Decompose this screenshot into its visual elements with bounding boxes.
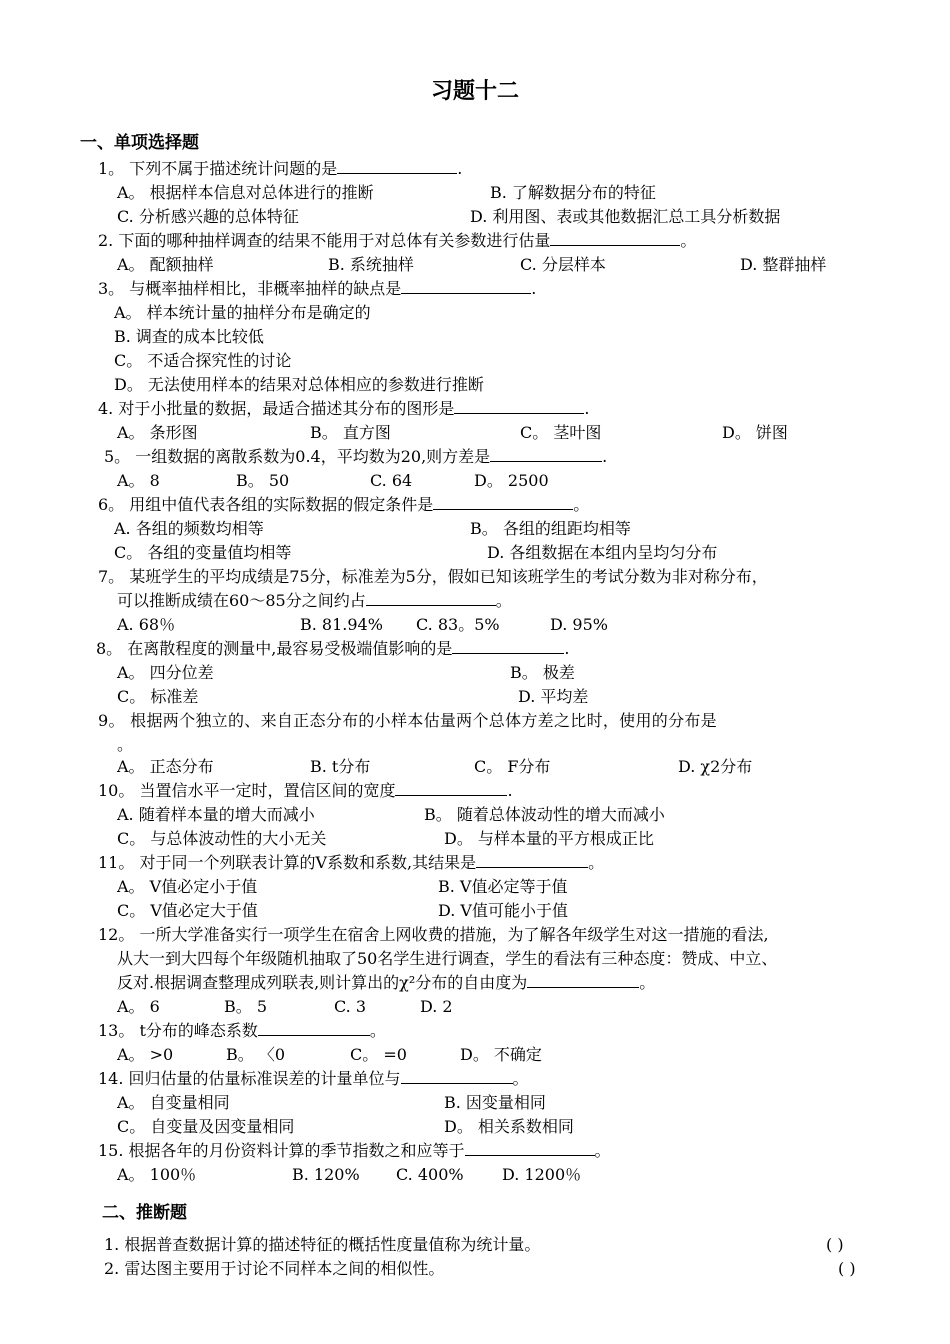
option-11d: D. V值可能小于值 (438, 901, 568, 920)
option-4d: D。 饼图 (722, 423, 788, 442)
option-2d: D. 整群抽样 (740, 255, 827, 274)
answer-blank[interactable] (490, 447, 602, 462)
question-7: 7。 某班学生的平均成绩是75分，标准差为5分，假如已知该班学生的考试分数为非对称分布， (98, 567, 768, 586)
punct: . (564, 639, 570, 658)
answer-blank[interactable] (452, 639, 564, 654)
question-1 (98, 158, 462, 180)
punct: 。 (594, 1141, 611, 1160)
question-15 (98, 1140, 611, 1162)
answer-blank[interactable] (401, 1069, 513, 1084)
option-10d: D。 与样本量的平方根成正比 (444, 829, 654, 848)
option-7a: A. 68％ (117, 615, 176, 634)
punct: 。 (512, 1069, 529, 1088)
option-5c: C. 64 (370, 471, 413, 490)
option-2c: C. 分层样本 (520, 255, 606, 274)
section-heading-judgment: 二、推断题 (102, 1203, 187, 1223)
option-3b: B. 调查的成本比较低 (114, 327, 264, 346)
option-1a: A。 根据样本信息对总体进行的推断 (117, 183, 374, 202)
option-11a: A。 V值必定小于值 (117, 877, 258, 896)
option-7d: D. 95% (550, 615, 608, 634)
question-3 (98, 278, 536, 300)
punct: 。 (495, 591, 512, 610)
question-5 (104, 446, 607, 468)
question-12-line2: 从大一到大四每个年级随机抽取了50名学生进行调查，学生的看法有三种态度：赞成、中立、 (117, 949, 778, 968)
option-15d: D. 1200％ (502, 1165, 582, 1184)
option-9d: D. χ2分布 (678, 757, 753, 776)
option-5b: B。 50 (236, 471, 290, 490)
option-2b: B. 系统抽样 (328, 255, 414, 274)
option-9b: B. t分布 (310, 757, 371, 776)
question-6 (98, 494, 589, 516)
option-8a: A。 四分位差 (117, 663, 214, 682)
option-12b: B。 5 (224, 997, 268, 1016)
answer-blank[interactable] (258, 1021, 370, 1036)
option-1d: D. 利用图、表或其他数据汇总工具分析数据 (470, 207, 781, 226)
question-10 (98, 780, 513, 802)
option-8c: C。 标准差 (117, 687, 199, 706)
question-stem: 可以推断成绩在60～85分之间约占 (117, 591, 366, 610)
option-15a: A。 100％ (117, 1165, 197, 1184)
option-1b: B. 了解数据分布的特征 (490, 183, 656, 202)
option-7b: B. 81.94% (300, 615, 383, 634)
option-13a: A。 >0 (117, 1045, 174, 1064)
question-stem: 14. 回归估量的估量标准误差的计量单位与 (98, 1069, 401, 1088)
option-8b: B。 极差 (510, 663, 575, 682)
answer-blank[interactable] (366, 591, 496, 606)
option-6a: A. 各组的频数均相等 (114, 519, 264, 538)
judgment-1: 1. 根据普查数据计算的描述特征的概括性度量值称为统计量。 (104, 1235, 541, 1254)
question-stem: 15. 根据各年的月份资料计算的季节指数之和应等于 (98, 1141, 465, 1160)
question-12: 12。 一所大学准备实行一项学生在宿舍上网收费的措施，为了解各年级学生对这一措施的看法, (98, 925, 769, 944)
option-5d: D。 2500 (474, 471, 549, 490)
answer-blank[interactable] (433, 495, 573, 510)
punct: . (507, 781, 513, 800)
option-15c: C. 400% (396, 1165, 464, 1184)
question-stem: 5。 一组数据的离散系数为0.4，平均数为20,则方差是 (104, 447, 491, 466)
answer-blank[interactable] (550, 231, 680, 246)
punct: . (531, 279, 537, 298)
question-13 (98, 1020, 386, 1042)
option-6c: C。 各组的变量值均相等 (114, 543, 292, 562)
option-10b: B。 随着总体波动性的增大而减小 (424, 805, 665, 824)
question-7-line2 (117, 590, 512, 612)
option-14b: B. 因变量相同 (444, 1093, 546, 1112)
punct: 。 (639, 973, 656, 992)
answer-blank[interactable] (401, 279, 531, 294)
punct: . (457, 159, 463, 178)
answer-blank[interactable] (395, 781, 507, 796)
answer-blank[interactable] (527, 973, 639, 988)
option-6d: D. 各组数据在本组内呈均匀分布 (487, 543, 718, 562)
question-4 (98, 398, 589, 420)
option-14a: A。 自变量相同 (117, 1093, 230, 1112)
option-6b: B。 各组的组距均相等 (470, 519, 631, 538)
option-8d: D. 平均差 (518, 687, 589, 706)
judgment-1-answer[interactable]: ( ) (826, 1235, 844, 1254)
punct: . (584, 399, 590, 418)
punct: . (602, 447, 608, 466)
question-stem: 6。 用组中值代表各组的实际数据的假定条件是 (98, 495, 434, 514)
option-9a: A。 正态分布 (117, 757, 214, 776)
option-12a: A。 6 (117, 997, 160, 1016)
option-10c: C。 与总体波动性的大小无关 (117, 829, 327, 848)
option-10a: A. 随着样本量的增大而减小 (117, 805, 315, 824)
option-11b: B. V值必定等于值 (438, 877, 568, 896)
option-4a: A。 条形图 (117, 423, 198, 442)
question-12-line3 (117, 972, 655, 994)
punct: 。 (369, 1021, 386, 1040)
judgment-2-answer[interactable]: ( ) (838, 1259, 856, 1278)
option-14c: C。 自变量及因变量相同 (117, 1117, 295, 1136)
option-12c: C. 3 (334, 997, 367, 1016)
answer-blank[interactable] (465, 1141, 595, 1156)
question-stem: 反对.根据调查整理成列联表,则计算出的χ²分布的自由度为 (117, 973, 528, 992)
option-1c: C. 分析感兴趣的总体特征 (117, 207, 299, 226)
question-9: 9。 根据两个独立的、来自正态分布的小样本估量两个总体方差之比时，使用的分布是 (98, 711, 717, 730)
question-14 (98, 1068, 529, 1090)
question-8 (96, 638, 569, 660)
option-14d: D。 相关系数相同 (444, 1117, 574, 1136)
option-13c: C。 =0 (350, 1045, 407, 1064)
page-title: 习题十二 (430, 79, 519, 104)
judgment-2: 2. 雷达图主要用于讨论不同样本之间的相似性。 (104, 1259, 445, 1278)
option-5a: A。 8 (117, 471, 160, 490)
option-12d: D. 2 (420, 997, 453, 1016)
option-7c: C. 83。5% (416, 615, 500, 634)
option-2a: A。 配额抽样 (117, 255, 214, 274)
question-stem: 1。 下列不属于描述统计问题的是 (98, 159, 338, 178)
option-13b: B。 〈0 (226, 1045, 286, 1064)
option-9c: C。 F分布 (474, 757, 551, 776)
question-11 (98, 852, 604, 874)
option-15b: B. 120% (292, 1165, 360, 1184)
option-3a: A。 样本统计量的抽样分布是确定的 (114, 303, 371, 322)
option-3d: D。 无法使用样本的结果对总体相应的参数进行推断 (114, 375, 484, 394)
answer-blank[interactable] (476, 853, 588, 868)
question-stem: 4. 对于小批量的数据，最适合描述其分布的图形是 (98, 399, 455, 418)
option-4c: C。 茎叶图 (520, 423, 602, 442)
question-stem: 8。 在离散程度的测量中,最容易受极端值影响的是 (96, 639, 453, 658)
option-13d: D。 不确定 (460, 1045, 542, 1064)
question-stem: 3。 与概率抽样相比，非概率抽样的缺点是 (98, 279, 402, 298)
question-stem: 11。 对于同一个列联表计算的V系数和系数,其结果是 (98, 853, 477, 872)
option-4b: B。 直方图 (310, 423, 391, 442)
question-2 (98, 230, 696, 252)
option-3c: C。 不适合探究性的讨论 (114, 351, 292, 370)
question-9-line2: 。 (117, 735, 134, 754)
question-stem: 2. 下面的哪种抽样调查的结果不能用于对总体有关参数进行估量 (98, 231, 551, 250)
punct: 。 (588, 853, 605, 872)
question-stem: 10。 当置信水平一定时，置信区间的宽度 (98, 781, 396, 800)
option-11c: C。 V值必定大于值 (117, 901, 258, 920)
question-stem: 13。 t分布的峰态系数 (98, 1021, 258, 1040)
answer-blank[interactable] (337, 159, 457, 174)
punct: 。 (573, 495, 590, 514)
answer-blank[interactable] (454, 399, 584, 414)
punct: 。 (680, 231, 697, 250)
section-heading-choice: 一、单项选择题 (80, 133, 199, 153)
